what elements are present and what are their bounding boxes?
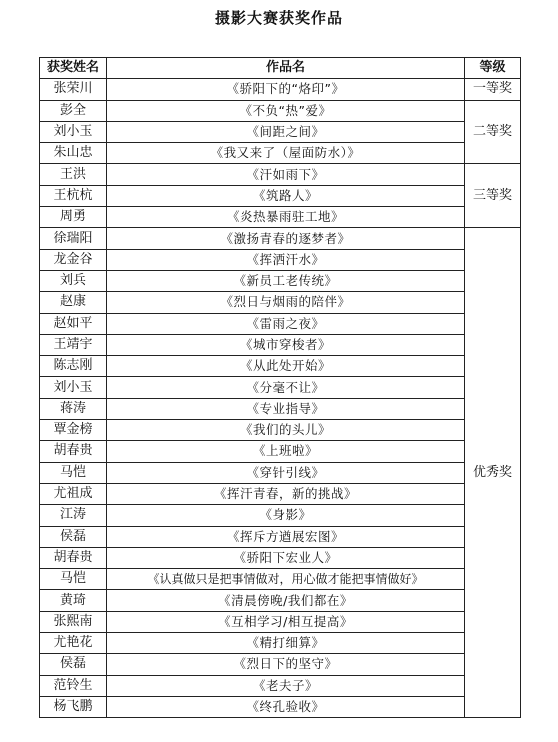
table-row (40, 611, 521, 632)
winner-name: 刘兵 (40, 270, 107, 291)
winner-name: 马恺 (40, 569, 107, 590)
page-title: 摄影大赛获奖作品 (214, 9, 343, 27)
table-row (40, 313, 521, 334)
awards-table (39, 57, 521, 718)
header-work: 作品名 (107, 58, 465, 79)
winner-name: 陈志刚 (40, 356, 107, 377)
grade-first: 一等奖 (465, 79, 521, 100)
work-title: 《挥汗青春，新的挑战》 (107, 483, 465, 504)
work-title: 《分毫不让》 (107, 377, 465, 398)
work-title: 《身影》 (107, 505, 465, 526)
winner-name: 王洪 (40, 164, 107, 185)
work-title: 《清晨傍晚/我们都在》 (107, 590, 465, 611)
grade-second: 二等奖 (465, 100, 521, 164)
winner-name: 杨飞鹏 (40, 696, 107, 717)
table-row (40, 292, 521, 313)
winner-name: 龙金谷 (40, 249, 107, 270)
winner-name: 马恺 (40, 462, 107, 483)
work-title: 《汗如雨下》 (107, 164, 465, 185)
winner-name: 胡春贵 (40, 547, 107, 568)
winner-name: 江涛 (40, 505, 107, 526)
table-header-row (40, 58, 521, 79)
work-title: 《不负“热”爱》 (107, 100, 465, 121)
winner-name: 蒋涛 (40, 398, 107, 419)
winner-name: 侯磊 (40, 654, 107, 675)
work-title: 《间距之间》 (107, 121, 465, 142)
table-row (40, 207, 521, 228)
winner-name: 王靖宇 (40, 334, 107, 355)
header-grade: 等级 (465, 58, 521, 79)
table-row (40, 121, 521, 142)
table-row (40, 249, 521, 270)
work-title: 《互相学习/相互提高》 (107, 611, 465, 632)
work-title: 《上班啦》 (107, 441, 465, 462)
table-row (40, 377, 521, 398)
work-title: 《认真做只是把事情做对，用心做才能把事情做好》 (107, 569, 465, 590)
table-row (40, 696, 521, 717)
table-row (40, 483, 521, 504)
work-title: 《雷雨之夜》 (107, 313, 465, 334)
winner-name: 朱山忠 (40, 143, 107, 164)
winner-name: 刘小玉 (40, 121, 107, 142)
work-title: 《烈日下的坚守》 (107, 654, 465, 675)
table-row (40, 79, 521, 100)
table-row (40, 100, 521, 121)
table-row (40, 270, 521, 291)
table-row (40, 462, 521, 483)
table-row (40, 228, 521, 249)
work-title: 《专业指导》 (107, 398, 465, 419)
table-row (40, 143, 521, 164)
winner-name: 黄琦 (40, 590, 107, 611)
work-title: 《精打细算》 (107, 633, 465, 654)
table-row (40, 164, 521, 185)
winner-name: 范铃生 (40, 675, 107, 696)
work-title: 《骄阳下的“烙印”》 (107, 79, 465, 100)
winner-name: 周勇 (40, 207, 107, 228)
table-row (40, 569, 521, 590)
table-row (40, 398, 521, 419)
winner-name: 赵康 (40, 292, 107, 313)
winner-name: 徐瑞阳 (40, 228, 107, 249)
winner-name: 张荣川 (40, 79, 107, 100)
work-title: 《挥斥方遒展宏图》 (107, 526, 465, 547)
table-row (40, 334, 521, 355)
table-row (40, 590, 521, 611)
winner-name: 彭全 (40, 100, 107, 121)
winner-name: 王杭杭 (40, 185, 107, 206)
work-title: 《炎热暴雨驻工地》 (107, 207, 465, 228)
table-row (40, 526, 521, 547)
work-title: 《我们的头儿》 (107, 420, 465, 441)
grade-excellent: 优秀奖 (465, 228, 521, 718)
table-row (40, 547, 521, 568)
work-title: 《穿针引线》 (107, 462, 465, 483)
grade-third: 三等奖 (465, 164, 521, 228)
table-row (40, 633, 521, 654)
header-name: 获奖姓名 (40, 58, 107, 79)
table-row (40, 185, 521, 206)
work-title: 《我又来了（屋面防水）》 (107, 143, 465, 164)
winner-name: 张熙南 (40, 611, 107, 632)
work-title: 《挥洒汗水》 (107, 249, 465, 270)
winner-name: 胡春贵 (40, 441, 107, 462)
winner-name: 尤祖成 (40, 483, 107, 504)
table-row (40, 420, 521, 441)
work-title: 《从此处开始》 (107, 356, 465, 377)
work-title: 《激扬青春的逐梦者》 (107, 228, 465, 249)
work-title: 《烈日与烟雨的陪伴》 (107, 292, 465, 313)
table-row (40, 505, 521, 526)
winner-name: 侯磊 (40, 526, 107, 547)
winner-name: 刘小玉 (40, 377, 107, 398)
work-title: 《筑路人》 (107, 185, 465, 206)
work-title: 《老夫子》 (107, 675, 465, 696)
table-row (40, 675, 521, 696)
work-title: 《城市穿梭者》 (107, 334, 465, 355)
work-title: 《骄阳下宏业人》 (107, 547, 465, 568)
work-title: 《终孔验收》 (107, 696, 465, 717)
winner-name: 覃金榜 (40, 420, 107, 441)
winner-name: 尤艳花 (40, 633, 107, 654)
table-row (40, 356, 521, 377)
work-title: 《新员工老传统》 (107, 270, 465, 291)
table-row (40, 654, 521, 675)
winner-name: 赵如平 (40, 313, 107, 334)
table-row (40, 441, 521, 462)
